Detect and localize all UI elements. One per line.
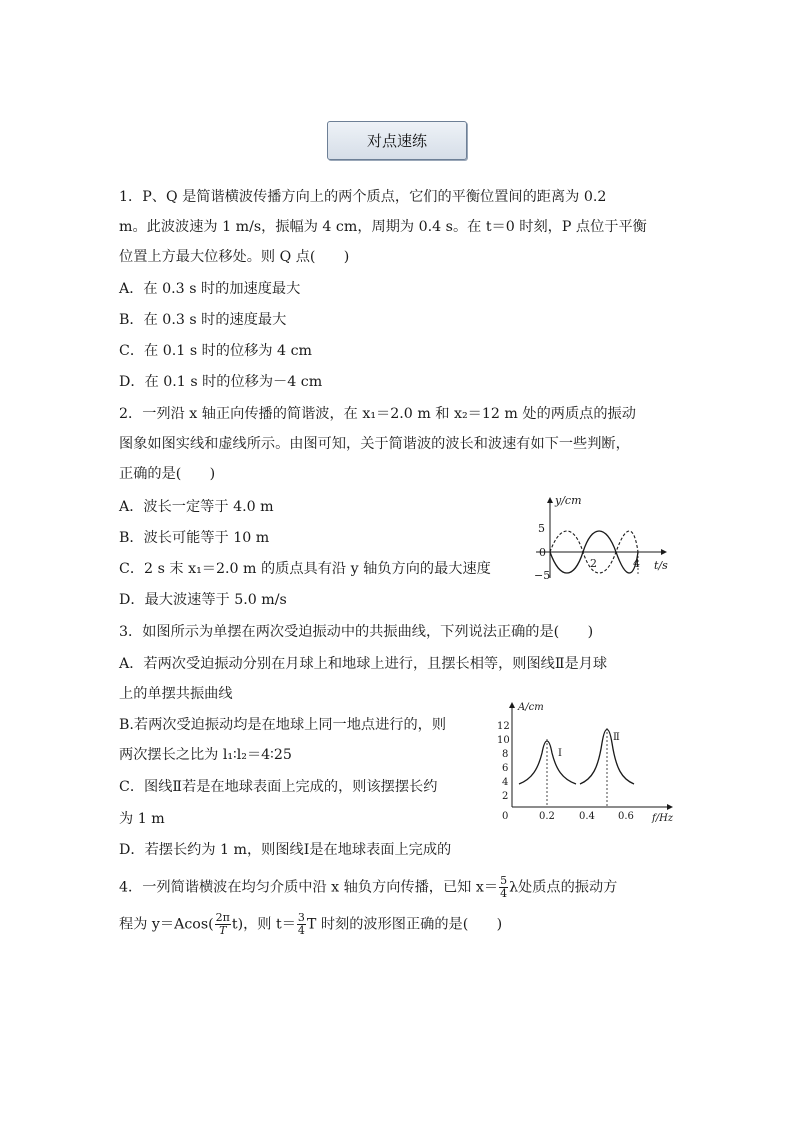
q3-option-a-line1: A．若两次受迫振动分别在月球上和地球上进行，且摆长相等，则图线Ⅱ是月球 [119,656,608,672]
q3-xtick-0: 0 [502,811,509,822]
q2-xtick-2: 2 [590,557,597,570]
q3-ytick-10: 10 [497,735,510,746]
q2-line1: 2．一列沿 x 轴正向传播的简谐波，在 x₁＝2.0 m 和 x₂＝12 m 处的两质点的振动 [119,406,636,422]
q2-ytick-neg5: −5 [534,569,551,582]
q4-frac1-num: 5 [500,874,508,887]
q2-ytick-5: 5 [538,522,545,535]
q3-option-c-line2: 为 1 m [119,811,165,827]
q1-line3: 位置上方最大位移处。则 Q 点( ) [119,249,350,265]
q2-y-axis-label: y/cm [555,494,582,507]
q3-ytick-2: 2 [502,791,509,802]
q4-line2-text-b: t)，则 t＝ [231,916,296,933]
q4-fraction-5-4 [499,875,508,900]
q4-line1-text-b: λ处质点的振动方 [509,879,618,896]
q1-option-b: B．在 0.3 s 时的速度最大 [119,312,287,328]
q4-line1 [119,875,617,900]
q4-line2 [119,912,502,937]
q3-ytick-8: 8 [502,749,509,760]
q3-option-d: D．若摆长约为 1 m，则图线Ⅰ是在地球表面上完成的 [119,842,452,858]
section-title: 对点速练 [327,121,467,160]
q2-x-axis-label: t/s [654,559,668,572]
q2-line3: 正确的是( ) [119,466,216,482]
q2-option-d: D．最大波速等于 5.0 m/s [119,592,287,608]
q3-option-b-line2: 两次摆长之比为 l₁∶l₂＝4∶25 [119,747,292,763]
q3-curve-1 [519,741,576,784]
q2-ytick-0: 0 [539,546,546,559]
q4-frac3-num: 3 [297,911,305,924]
q3-ytick-6: 6 [502,763,509,774]
q2-option-b: B．波长可能等于 10 m [119,530,270,546]
q2-option-a: A．波长一定等于 4.0 m [119,499,274,515]
q3-line1: 3．如图所示为单摆在两次受迫振动中的共振曲线，下列说法正确的是( ) [119,624,594,640]
q3-x-axis-label: f/Hz [652,813,674,824]
q4-line2-text-a: 程为 y＝Acos( [119,916,214,933]
q4-line1-text-a: 4．一列简谐横波在均匀介质中沿 x 轴负方向传播，已知 x＝ [119,879,499,896]
q4-line2-text-c: T 时刻的波形图正确的是( ) [306,916,503,933]
q2-line2: 图象如图实线和虚线所示。由图可知，关于简谐波的波长和波速有如下一些判断， [119,436,630,452]
q3-xtick-0.2: 0.2 [539,811,555,822]
q4-fraction-2pi-t [215,912,231,937]
q3-xtick-0.6: 0.6 [618,811,634,822]
q3-resonance-figure [492,697,682,825]
q3-ytick-4: 4 [502,777,509,788]
q3-curve-1-label: Ⅰ [558,748,562,759]
q3-y-axis-label: A/cm [518,702,544,713]
q4-frac1-den: 4 [500,887,508,900]
q3-option-a-line2: 上的单摆共振曲线 [119,686,233,702]
q3-ytick-12: 12 [497,721,510,732]
q1-option-a: A．在 0.3 s 时的加速度最大 [119,281,301,297]
q3-xtick-0.4: 0.4 [579,811,595,822]
q3-option-c-line1: C．图线Ⅱ若是在地球表面上完成的，则该摆摆长约 [119,779,438,795]
q2-vibration-figure [530,492,675,582]
q1-option-d: D．在 0.1 s 时的位移为－4 cm [119,374,323,390]
q1-line2: m。此波波速为 1 m/s，振幅为 4 cm，周期为 0.4 s。在 t＝0 时刻，P 点位于平衡 [119,219,647,235]
q4-frac2-num: 2π [215,911,230,924]
q4-frac3-den: 4 [297,924,305,937]
q3-curve-2-label: Ⅱ [613,732,620,743]
q3-option-b-line1: B.若两次受迫振动均是在地球上同一地点进行的，则 [119,717,447,733]
q4-fraction-3-4 [297,912,306,937]
q4-frac2-den: T [219,924,227,937]
q2-option-c: C．2 s 末 x₁＝2.0 m 的质点具有沿 y 轴负方向的最大速度 [119,561,491,577]
q1-option-c: C．在 0.1 s 时的位移为 4 cm [119,343,312,359]
q1-line1: 1．P、Q 是简谐横波传播方向上的两个质点，它们的平衡位置间的距离为 0.2 [119,189,607,205]
q2-xtick-4: 4 [633,557,640,570]
